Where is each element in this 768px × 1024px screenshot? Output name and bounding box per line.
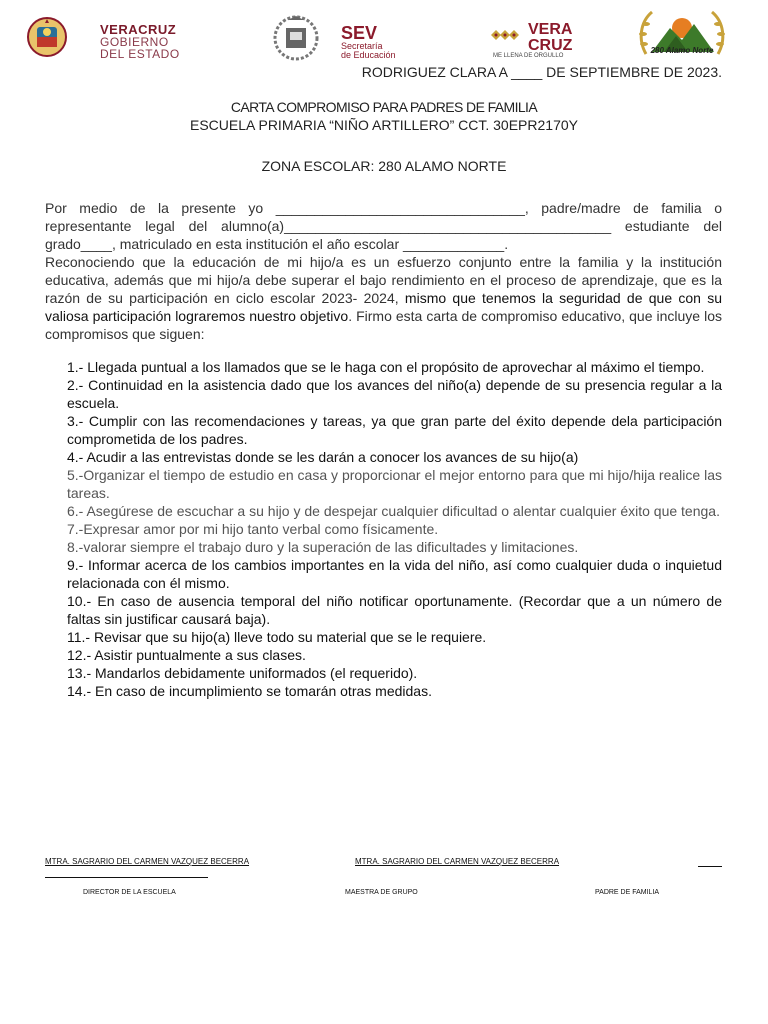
parent-signature-line — [698, 866, 722, 867]
list-item: 7.-Expresar amor por mi hijo tanto verbal como físicamente. — [67, 521, 439, 537]
date-line: RODRIGUEZ CLARA A ____ DE SEPTIEMBRE DE 2023. — [361, 64, 722, 80]
ornament-pattern-icon — [488, 24, 522, 46]
veracruz-coat-of-arms-icon — [26, 16, 68, 58]
list-item: 11.- Revisar que su hijo(a) lleve todo su material que se le requiere. — [67, 629, 487, 645]
veracruz-government-logo — [26, 14, 206, 60]
list-item: 6.- Asegúrese de escuchar a su hijo y de despejar cualquier dificultad o alentar cualquier éxito que tenga. — [67, 503, 720, 519]
list-item: 3.- Cumplir con las recomendaciones y tareas, ya que gran parte del éxito depende dela participación comprometida de los padres. — [67, 413, 722, 447]
veracruz-logo-line2: GOBIERNO — [100, 35, 169, 49]
intro-parent-info: Por medio de la presente yo ________________________________, padre/madre de familia o representante legal del alumno(a)__________________________________________ estudiante del grado____, matriculado en esta institución el año escolar _____________. — [45, 200, 722, 252]
document-title: CARTA COMPROMISO PARA PADRES DE FAMILIA — [230, 99, 538, 115]
school-zone-logo — [636, 6, 728, 62]
director-signature-name: MTRA. SAGRARIO DEL CARMEN VAZQUEZ BECERRA — [45, 857, 250, 866]
intro-commitment — [45, 253, 722, 343]
school-name: ESCUELA PRIMARIA “NIÑO ARTILLERO” CCT. 30EPR2170Y — [190, 117, 578, 133]
director-role: DIRECTOR DE LA ESCUELA — [83, 889, 176, 896]
vera-tagline: ME LLENA DE ORGULLO — [493, 53, 564, 59]
commitments-list — [67, 358, 722, 700]
teacher-role: MAESTRA DE GRUPO — [345, 889, 418, 896]
zone-logo-text: 280 Alamo Norte — [650, 46, 714, 55]
list-item: 12.- Asistir puntualmente a sus clases. — [67, 647, 306, 663]
intro-part3: . Firmo esta carta de compromiso educativo, que incluye los compromisos que siguen: — [45, 308, 722, 342]
school-zone: ZONA ESCOLAR: 280 ALAMO NORTE — [261, 158, 507, 174]
list-item: 13.- Mandarlos debidamente uniformados (el requerido). — [67, 665, 418, 681]
intro-paragraph — [45, 199, 722, 343]
veracruz-logo-line1: VERACRUZ — [100, 22, 177, 37]
intro-part1: Reconociendo que la educación de mi hijo/a es un esfuerzo conjunto entre la familia y la institución educativa, además que mi hijo/a debe superar el bajo rendimiento en el proceso de aprendizaje, que es la razón de su participación en ciclo escolar 2023- 2024, — [45, 254, 722, 306]
list-item: 1.- Llegada puntual a los llamados que se le haga con el propósito de aprovechar al máximo el tiempo. — [67, 359, 705, 375]
list-item: 10.- En caso de ausencia temporal del niño notificar oportunamente. (Recordar que a un número de faltas sin justificar causará baja). — [67, 593, 722, 627]
sev-line2: de Educación — [341, 50, 396, 60]
parent-role: PADRE DE FAMILIA — [595, 889, 660, 896]
sev-logo — [266, 14, 416, 62]
intro-part2: mismo que tenemos la seguridad de que con su valiosa participación lograremos nuestro objetivo — [45, 290, 722, 324]
vera-word1: VERA — [528, 21, 573, 38]
veracruz-logo-line3: DEL ESTADO — [100, 47, 180, 61]
teacher-signature-name: MTRA. SAGRARIO DEL CARMEN VAZQUEZ BECERRA — [355, 857, 560, 866]
sev-seal-icon — [266, 14, 326, 62]
vera-word2: CRUZ — [528, 37, 573, 54]
veracruz-orgullo-logo — [488, 20, 598, 64]
list-item: 8.-valorar siempre el trabajo duro y la superación de las dificultades y limitaciones. — [67, 539, 579, 555]
list-item: 4.- Acudir a las entrevistas donde se les darán a conocer los avances de su hijo(a) — [67, 449, 579, 465]
list-item: 14.- En caso de incumplimiento se tomarán otras medidas. — [67, 683, 432, 699]
director-signature-line — [45, 877, 208, 878]
list-item: 2.- Continuidad en la asistencia dado que los avances del niño(a) depende de su presencia regular a la escuela. — [67, 377, 722, 411]
list-item: 9.- Informar acerca de los cambios importantes en la vida del niño, así como cualquier duda o inquietud relacionada con él mismo. — [67, 557, 722, 591]
list-item: 5.-Organizar el tiempo de estudio en casa y proporcionar el mejor entorno para que mi hijo/hija realice las tareas. — [67, 467, 722, 501]
sev-acronym: SEV — [341, 23, 378, 43]
sev-line1: Secretaría — [341, 41, 383, 51]
